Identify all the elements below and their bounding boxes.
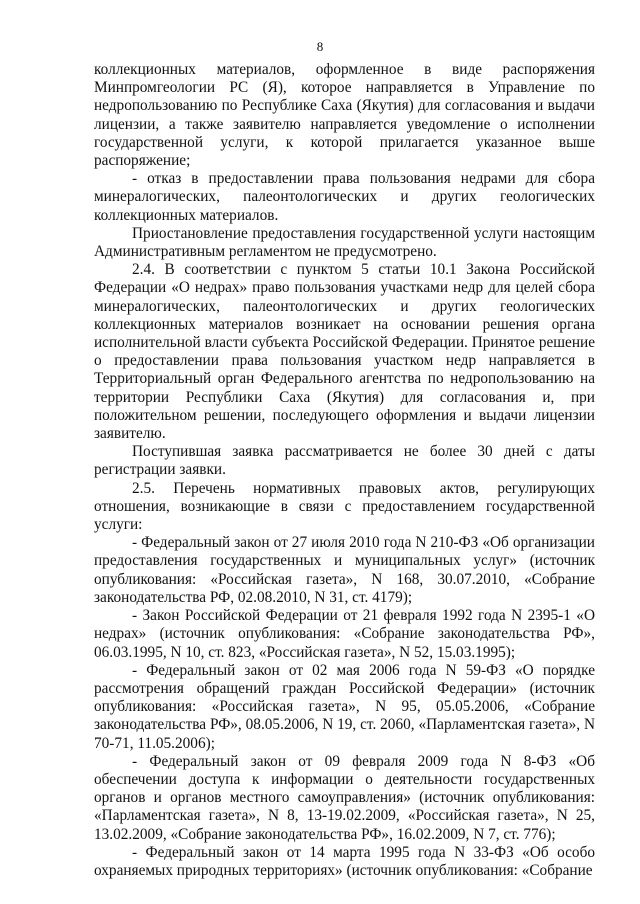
paragraph-decision-continuation: коллекционных материалов, оформленное в виде распоряжения Минпромгеологии РС (Я), которое направляется в Управление по недропользованию по Республике Саха (Якутия) для согласования и выдачи лицензии, а также заявителю направляется уведомление о исполнении государственной услуги, к которой прилагается указанное выше распоряжение; xyxy=(94,61,595,170)
list-item-law-2395-1: - Закон Российской Федерации от 21 февраля 1992 года N 2395-1 «О недрах» (источник опубликования: «Собрание законодательства РФ», 06.03.1995, N 10, ст. 823, «Российская газета», N 52, 15.03.1995); xyxy=(94,607,595,661)
list-item-law-59-fz: - Федеральный закон от 02 мая 2006 года N 59-ФЗ «О порядке рассмотрения обращений граждан Российской Федерации» (источник опубликования: «Российская газета», N 95, 05.05.2006, «Собрание законодательства РФ», 08.05.2006, N 19, ст. 2060, «Парламентская газета», N 70-71, 11.05.2006); xyxy=(94,661,595,752)
paragraph-section-2-4: 2.4. В соответствии с пунктом 5 статьи 10.1 Закона Российской Федерации «О недрах» право пользования участками недр для целей сбора минералогических, палеонтологических и других геологических коллекционных материалов возникает на основании решения органа исполнительной власти субъекта Российской Федерации. Принятое решение о предоставлении права пользования участком недр направляется в Территориальный орган Федерального агентства по недропользованию на территории Республики Саха (Якутия) для согласования и, при положительном решении, последующего оформления и выдачи лицензии заявителю. xyxy=(94,261,595,443)
list-item-law-33-fz: - Федеральный закон от 14 марта 1995 года N 33-ФЗ «Об особо охраняемых природных территориях» (источник опубликования: «Собрание xyxy=(94,843,595,879)
page-number: 8 xyxy=(316,39,324,54)
paragraph-review-period: Поступившая заявка рассматривается не более 30 дней с даты регистрации заявки. xyxy=(94,443,595,479)
document-body xyxy=(94,61,595,880)
list-item-law-8-fz: - Федеральный закон от 09 февраля 2009 года N 8-ФЗ «Об обеспечении доступа к информации о деятельности государственных органов и органов местного самоуправления» (источник опубликования: «Парламентская газета», N 8, 13-19.02.2009, «Российская газета», N 25, 13.02.2009, «Собрание законодательства РФ», 16.02.2009, N 7, ст. 776); xyxy=(94,752,595,843)
paragraph-refusal: - отказ в предоставлении права пользования недрами для сбора минералогических, палеонтологических и других геологических коллекционных материалов. xyxy=(94,170,595,224)
list-item-law-210-fz: - Федеральный закон от 27 июля 2010 года N 210-ФЗ «Об организации предоставления государственных и муниципальных услуг» (источник опубликования: «Российская газета», N 168, 30.07.2010, «Собрание законодательства РФ, 02.08.2010, N 31, ст. 4179); xyxy=(94,534,595,606)
paragraph-suspension: Приостановление предоставления государственной услуги настоящим Административным регламентом не предусмотрено. xyxy=(94,224,595,261)
paragraph-section-2-5: 2.5. Перечень нормативных правовых актов, регулирующих отношения, возникающие в связи с предоставлением государственной услуги: xyxy=(94,479,595,534)
